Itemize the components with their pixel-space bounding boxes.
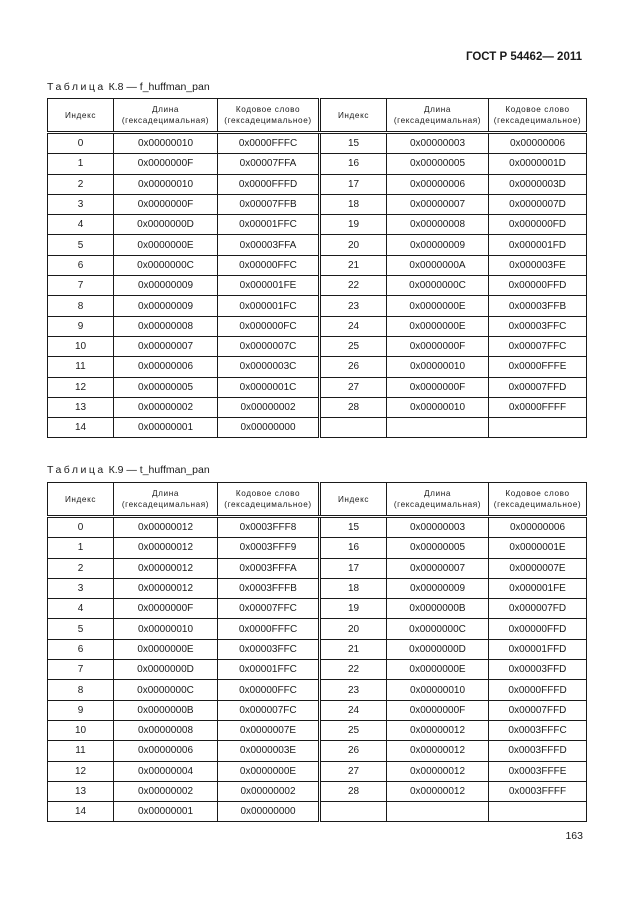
table-row (48, 316, 587, 336)
cell-index: 18 (320, 194, 387, 214)
cell-index: 24 (320, 316, 387, 336)
cell-length: 0x00000009 (114, 276, 218, 296)
cell-length: 0x00000010 (114, 174, 218, 194)
table-row (48, 377, 587, 397)
cell-codeword (489, 418, 587, 438)
cell-index: 25 (320, 336, 387, 356)
cell-length: 0x00000001 (114, 418, 218, 438)
cell-length: 0x00000012 (387, 741, 489, 761)
cell-index: 6 (48, 255, 114, 275)
table-row (48, 700, 587, 720)
table-row (48, 639, 587, 659)
cell-codeword (489, 802, 587, 822)
cell-index: 28 (320, 397, 387, 417)
cell-length: 0x00000005 (114, 377, 218, 397)
cell-index: 24 (320, 700, 387, 720)
cell-index: 21 (320, 255, 387, 275)
cell-codeword: 0x00000000 (218, 418, 320, 438)
cell-codeword: 0x0000003D (489, 174, 587, 194)
cell-length: 0x0000000F (114, 154, 218, 174)
cell-index: 25 (320, 720, 387, 740)
cell-length: 0x00000012 (387, 720, 489, 740)
cell-codeword: 0x00007FFD (489, 700, 587, 720)
table-row (48, 357, 587, 377)
cell-codeword: 0x0000FFFD (489, 680, 587, 700)
table-row (48, 578, 587, 598)
cell-index: 16 (320, 538, 387, 558)
cell-length: 0x00000012 (114, 578, 218, 598)
caption-label: Таблица (47, 464, 106, 476)
cell-index: 20 (320, 619, 387, 639)
cell-index: 28 (320, 781, 387, 801)
cell-codeword: 0x00003FFB (489, 296, 587, 316)
cell-codeword: 0x00003FFA (218, 235, 320, 255)
cell-index: 11 (48, 357, 114, 377)
caption-title: К.9 — t_huffman_pan (108, 464, 210, 476)
cell-index: 10 (48, 336, 114, 356)
cell-codeword: 0x0000FFFC (218, 133, 320, 154)
header-length: Длина (гексадецимальная) (114, 483, 218, 517)
cell-index: 23 (320, 680, 387, 700)
cell-index: 19 (320, 215, 387, 235)
header-length: Длина (гексадецимальная) (387, 99, 489, 133)
table-caption (47, 81, 210, 93)
table-caption (47, 464, 210, 476)
cell-codeword: 0x0000007E (489, 558, 587, 578)
cell-length: 0x0000000C (114, 680, 218, 700)
cell-length: 0x00000003 (387, 133, 489, 154)
cell-codeword: 0x0000000E (218, 761, 320, 781)
cell-codeword: 0x0000FFFF (489, 397, 587, 417)
cell-length: 0x0000000E (114, 639, 218, 659)
cell-index: 11 (48, 741, 114, 761)
cell-codeword: 0x0003FFFD (489, 741, 587, 761)
cell-index: 8 (48, 296, 114, 316)
cell-length: 0x0000000F (387, 377, 489, 397)
cell-length: 0x0000000D (387, 639, 489, 659)
cell-codeword: 0x00007FFA (218, 154, 320, 174)
cell-length: 0x00000004 (114, 761, 218, 781)
cell-codeword: 0x0000FFFD (218, 174, 320, 194)
cell-codeword: 0x000001FC (218, 296, 320, 316)
table-row (48, 538, 587, 558)
cell-length: 0x00000010 (114, 133, 218, 154)
cell-length: 0x00000012 (114, 538, 218, 558)
table-row (48, 418, 587, 438)
cell-index: 17 (320, 558, 387, 578)
cell-index: 14 (48, 802, 114, 822)
cell-index: 21 (320, 639, 387, 659)
header-codeword: Кодовое слово (гексадецимальное) (218, 483, 320, 517)
header-index: Индекс (48, 483, 114, 517)
cell-length: 0x00000003 (387, 517, 489, 538)
cell-index: 3 (48, 578, 114, 598)
huffman-table (47, 98, 587, 438)
cell-codeword: 0x00007FFD (489, 377, 587, 397)
cell-codeword: 0x0000FFFC (218, 619, 320, 639)
cell-length: 0x0000000E (114, 235, 218, 255)
cell-codeword: 0x00001FFC (218, 215, 320, 235)
table-row (48, 194, 587, 214)
cell-codeword: 0x00000006 (489, 517, 587, 538)
header-index: Индекс (320, 483, 387, 517)
table-row (48, 619, 587, 639)
cell-codeword: 0x0000007D (489, 194, 587, 214)
caption-title: К.8 — f_huffman_pan (108, 81, 210, 93)
cell-index: 26 (320, 741, 387, 761)
cell-length: 0x0000000C (387, 276, 489, 296)
cell-codeword: 0x000000FD (489, 215, 587, 235)
cell-codeword: 0x0003FFFC (489, 720, 587, 740)
header-codeword: Кодовое слово (гексадецимальное) (218, 99, 320, 133)
table-row (48, 517, 587, 538)
cell-codeword: 0x00000000 (218, 802, 320, 822)
cell-index: 0 (48, 133, 114, 154)
table-row (48, 802, 587, 822)
cell-index: 13 (48, 397, 114, 417)
cell-length: 0x00000002 (114, 781, 218, 801)
cell-index (320, 418, 387, 438)
table-row (48, 741, 587, 761)
cell-codeword: 0x00003FFD (489, 660, 587, 680)
cell-codeword: 0x00003FFC (489, 316, 587, 336)
cell-length: 0x0000000A (387, 255, 489, 275)
cell-length: 0x0000000C (114, 255, 218, 275)
cell-codeword: 0x00000FFC (218, 255, 320, 275)
cell-index: 17 (320, 174, 387, 194)
cell-length: 0x00000009 (114, 296, 218, 316)
cell-length: 0x00000012 (387, 781, 489, 801)
cell-index: 2 (48, 174, 114, 194)
cell-length: 0x0000000F (114, 599, 218, 619)
cell-index: 13 (48, 781, 114, 801)
table-row (48, 235, 587, 255)
header-length: Длина (гексадецимальная) (114, 99, 218, 133)
cell-codeword: 0x00001FFC (218, 660, 320, 680)
cell-codeword: 0x00000006 (489, 133, 587, 154)
cell-codeword: 0x000001FE (489, 578, 587, 598)
cell-codeword: 0x0003FFF8 (218, 517, 320, 538)
cell-codeword: 0x00007FFC (489, 336, 587, 356)
cell-index: 12 (48, 377, 114, 397)
table-row (48, 215, 587, 235)
cell-index: 5 (48, 619, 114, 639)
cell-codeword: 0x000000FC (218, 316, 320, 336)
cell-codeword: 0x00001FFD (489, 639, 587, 659)
cell-length: 0x00000008 (387, 215, 489, 235)
table-row (48, 680, 587, 700)
cell-length: 0x0000000F (387, 336, 489, 356)
cell-index: 9 (48, 316, 114, 336)
cell-length: 0x0000000B (387, 599, 489, 619)
cell-length: 0x00000005 (387, 538, 489, 558)
cell-length: 0x00000006 (114, 741, 218, 761)
header-length: Длина (гексадецимальная) (387, 483, 489, 517)
cell-codeword: 0x000003FE (489, 255, 587, 275)
cell-length: 0x00000012 (114, 558, 218, 578)
cell-codeword: 0x000001FE (218, 276, 320, 296)
cell-index: 8 (48, 680, 114, 700)
cell-index: 7 (48, 660, 114, 680)
caption-label: Таблица (47, 81, 106, 93)
huffman-table (47, 482, 587, 822)
cell-codeword: 0x0000001E (489, 538, 587, 558)
cell-length: 0x00000012 (114, 517, 218, 538)
cell-codeword: 0x0003FFFE (489, 761, 587, 781)
cell-length: 0x00000010 (387, 397, 489, 417)
table-row (48, 558, 587, 578)
cell-length: 0x0000000E (387, 296, 489, 316)
cell-length: 0x00000012 (387, 761, 489, 781)
cell-codeword: 0x00003FFC (218, 639, 320, 659)
cell-index: 16 (320, 154, 387, 174)
table-row (48, 255, 587, 275)
cell-length: 0x0000000F (114, 194, 218, 214)
cell-length: 0x00000010 (114, 619, 218, 639)
cell-length: 0x0000000D (114, 215, 218, 235)
table-row (48, 154, 587, 174)
header-codeword: Кодовое слово (гексадецимальное) (489, 483, 587, 517)
cell-codeword: 0x0000007E (218, 720, 320, 740)
cell-length: 0x00000001 (114, 802, 218, 822)
header-codeword: Кодовое слово (гексадецимальное) (489, 99, 587, 133)
cell-codeword: 0x0000003C (218, 357, 320, 377)
cell-codeword: 0x00000FFD (489, 619, 587, 639)
cell-length: 0x00000002 (114, 397, 218, 417)
header-index: Индекс (320, 99, 387, 133)
table-row (48, 660, 587, 680)
cell-length: 0x0000000F (387, 700, 489, 720)
cell-codeword: 0x0003FFFA (218, 558, 320, 578)
cell-codeword: 0x0000003E (218, 741, 320, 761)
cell-index: 6 (48, 639, 114, 659)
cell-index: 4 (48, 215, 114, 235)
cell-index: 15 (320, 133, 387, 154)
cell-length: 0x0000000E (387, 660, 489, 680)
cell-index: 5 (48, 235, 114, 255)
table-row (48, 599, 587, 619)
cell-codeword: 0x00000FFD (489, 276, 587, 296)
table-row (48, 133, 587, 154)
standard-header: ГОСТ Р 54462— 2011 (465, 51, 582, 63)
cell-index: 22 (320, 660, 387, 680)
cell-index (320, 802, 387, 822)
cell-codeword: 0x00000002 (218, 397, 320, 417)
cell-index: 15 (320, 517, 387, 538)
cell-index: 0 (48, 517, 114, 538)
cell-codeword: 0x0000001C (218, 377, 320, 397)
cell-length: 0x00000008 (114, 720, 218, 740)
cell-length: 0x00000009 (387, 235, 489, 255)
cell-index: 27 (320, 761, 387, 781)
cell-index: 14 (48, 418, 114, 438)
cell-index: 27 (320, 377, 387, 397)
table-row (48, 397, 587, 417)
cell-codeword: 0x000007FC (218, 700, 320, 720)
cell-codeword: 0x000001FD (489, 235, 587, 255)
cell-codeword: 0x0000007C (218, 336, 320, 356)
cell-codeword: 0x00007FFB (218, 194, 320, 214)
cell-index: 2 (48, 558, 114, 578)
cell-index: 9 (48, 700, 114, 720)
cell-index: 26 (320, 357, 387, 377)
cell-length: 0x00000007 (387, 558, 489, 578)
cell-length: 0x00000007 (114, 336, 218, 356)
page-number: 163 (565, 830, 583, 842)
table-row (48, 336, 587, 356)
table-row (48, 761, 587, 781)
cell-length: 0x00000007 (387, 194, 489, 214)
cell-index: 20 (320, 235, 387, 255)
cell-length: 0x00000005 (387, 154, 489, 174)
cell-index: 23 (320, 296, 387, 316)
cell-index: 7 (48, 276, 114, 296)
cell-length: 0x00000010 (387, 680, 489, 700)
cell-length: 0x00000010 (387, 357, 489, 377)
cell-length: 0x0000000B (114, 700, 218, 720)
cell-codeword: 0x0003FFF9 (218, 538, 320, 558)
table-row (48, 781, 587, 801)
cell-length (387, 802, 489, 822)
cell-index: 12 (48, 761, 114, 781)
cell-codeword: 0x00000FFC (218, 680, 320, 700)
cell-codeword: 0x00000002 (218, 781, 320, 801)
cell-index: 22 (320, 276, 387, 296)
cell-codeword: 0x0003FFFF (489, 781, 587, 801)
cell-index: 1 (48, 538, 114, 558)
cell-length: 0x00000006 (114, 357, 218, 377)
cell-codeword: 0x00007FFC (218, 599, 320, 619)
cell-index: 18 (320, 578, 387, 598)
table-row (48, 276, 587, 296)
cell-length: 0x0000000C (387, 619, 489, 639)
cell-length: 0x0000000E (387, 316, 489, 336)
table-row (48, 720, 587, 740)
cell-length: 0x0000000D (114, 660, 218, 680)
cell-index: 1 (48, 154, 114, 174)
table-row (48, 296, 587, 316)
cell-length: 0x00000006 (387, 174, 489, 194)
cell-index: 4 (48, 599, 114, 619)
cell-length: 0x00000008 (114, 316, 218, 336)
cell-length (387, 418, 489, 438)
cell-index: 3 (48, 194, 114, 214)
cell-codeword: 0x0000001D (489, 154, 587, 174)
header-index: Индекс (48, 99, 114, 133)
cell-index: 10 (48, 720, 114, 740)
cell-length: 0x00000009 (387, 578, 489, 598)
cell-index: 19 (320, 599, 387, 619)
cell-codeword: 0x0000FFFE (489, 357, 587, 377)
table-row (48, 174, 587, 194)
cell-codeword: 0x000007FD (489, 599, 587, 619)
cell-codeword: 0x0003FFFB (218, 578, 320, 598)
